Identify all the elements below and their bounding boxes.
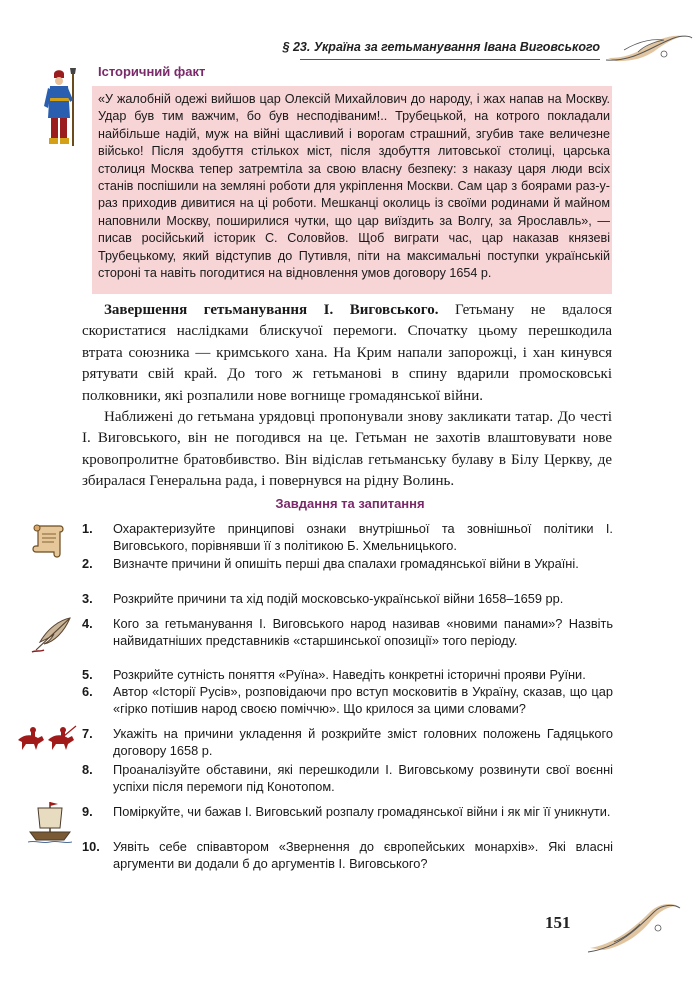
task-item	[82, 726, 614, 760]
task-text: Поміркуйте, чи бажав І. Виговський розпалу громадянської війни і як міг її уникнути.	[113, 804, 611, 819]
task-number: 10.	[82, 839, 100, 854]
tasks-heading: Завдання та запитання	[275, 496, 425, 511]
fact-text: «У жалобній одежі вийшов цар Олексій Михайлович до народу, і жах напав на Москву. Удар був тим важчим, бо був несподіваним!.. Трубецькой, на котрого покладали найбільше надій, муж на війні щасливий і ворогам страшний, згубив таке величезне військо! Після здобуття стількох міст, після здобуття литовської столиці, царська столиця Москва тепер затремтіла за свою власну безпеку: з наказу царя люди всіх станів поспішили на земляні роботи для укріплення Москви. Сам цар з боярами раз-у-раз приходив дивитися на ці роботи. Мешканці околиць із своїми родинами й майном наповнили Москву, поширилися чутки, що цар виїздить за Волгу, за Ярославль», — писав російський історик С. Соловйов. Щоб виграти час, цар наказав князеві Трубецькому, який відступив до Путивля, піти на максимальні поступки українській стороні та навіть погодитися на відновлення умов договору 1654 р.	[98, 92, 610, 281]
ship-icon	[28, 798, 72, 844]
task-item	[82, 762, 614, 796]
footer-flourish-icon	[584, 898, 684, 958]
main-text	[82, 300, 612, 493]
section-heading: Завершення гетьманування І. Виговського.	[104, 302, 439, 318]
paragraph-2: Наближені до гетьмана урядовці пропонували знову закликати татар. До честі І. Виговського, він не погодився на це. Гетьман не захотів влаштовувати нове кровопролитне братовбивство. Він відіслав гетьманську булаву в Білу Церкву, де збиралася Генеральна рада, і повернувся на рідну Волинь.	[82, 409, 612, 490]
task-item	[82, 839, 614, 873]
task-number: 1.	[82, 521, 93, 536]
task-item	[82, 684, 614, 718]
quill-icon	[30, 616, 72, 656]
task-item	[82, 521, 614, 555]
riders-icon	[16, 722, 80, 752]
paragraph-1	[82, 300, 612, 407]
task-number: 3.	[82, 591, 93, 606]
paragraph-1-text: Гетьману не вдалося скористатися наслідками блискучої перемоги. Спочатку цьому перешкодила втрата союзника — кримського хана. На Крим напали запорожці, і хан кинувся рятувати свій край. До того ж гетьманові в спину вдарили промосковські полковники, які розпалили нове вогнище громадянської війни.	[82, 302, 612, 404]
task-item	[82, 804, 614, 838]
task-number: 4.	[82, 616, 93, 631]
task-number: 7.	[82, 726, 93, 741]
task-item	[82, 616, 614, 666]
task-text: Кого за гетьманування І. Виговського народ називав «новими панами»? Назвіть найвидатніших представників «старшинської опозиції» того періоду.	[113, 616, 613, 648]
task-text: Автор «Історії Русів», розповідаючи про вступ московитів в Україну, сказав, що цар «гірко потішив народ своєю поміччю». Що крилося за цими словами?	[113, 684, 613, 716]
cossack-figure-icon	[40, 66, 84, 148]
task-text: Уявіть себе співавтором «Звернення до європейських монархів». Які власні аргументи ви додали б до аргументів І. Виговського?	[113, 839, 613, 871]
task-number: 8.	[82, 762, 93, 777]
task-text: Укажіть на причини укладення й розкрийте зміст головних положень Гадяцького договору 1658 р.	[113, 726, 613, 758]
header-flourish-icon	[604, 28, 694, 68]
task-text: Розкрийте сутність поняття «Руїна». Наведіть конкретні історичні прояви Руїни.	[113, 667, 586, 682]
task-number: 9.	[82, 804, 93, 819]
fact-heading: Історичний факт	[98, 64, 206, 79]
task-text: Охарактеризуйте принципові ознаки внутрішньої та зовнішньої політики І. Виговського, порівнявши її з політикою Б. Хмельницького.	[113, 521, 613, 553]
header-rule	[300, 59, 600, 60]
task-item	[82, 667, 614, 685]
task-number: 2.	[82, 556, 93, 571]
task-number: 5.	[82, 667, 93, 682]
task-text: Розкрийте причини та хід подій московсько-української війни 1658–1659 рр.	[113, 591, 564, 606]
task-text: Визначте причини й опишіть перші два спалахи громадянської війни в Україні.	[113, 556, 579, 571]
task-item	[82, 591, 614, 609]
page-number: 151	[545, 913, 571, 932]
task-number: 6.	[82, 684, 93, 699]
task-text: Проаналізуйте обставини, які перешкодили І. Виговському розвинути свої воєнні успіхи після перемоги під Конотопом.	[113, 762, 613, 794]
task-item	[82, 556, 614, 590]
chapter-title: § 23. Україна за гетьманування Івана Виговського	[282, 40, 600, 54]
scroll-icon	[30, 520, 70, 560]
running-header	[282, 38, 600, 60]
